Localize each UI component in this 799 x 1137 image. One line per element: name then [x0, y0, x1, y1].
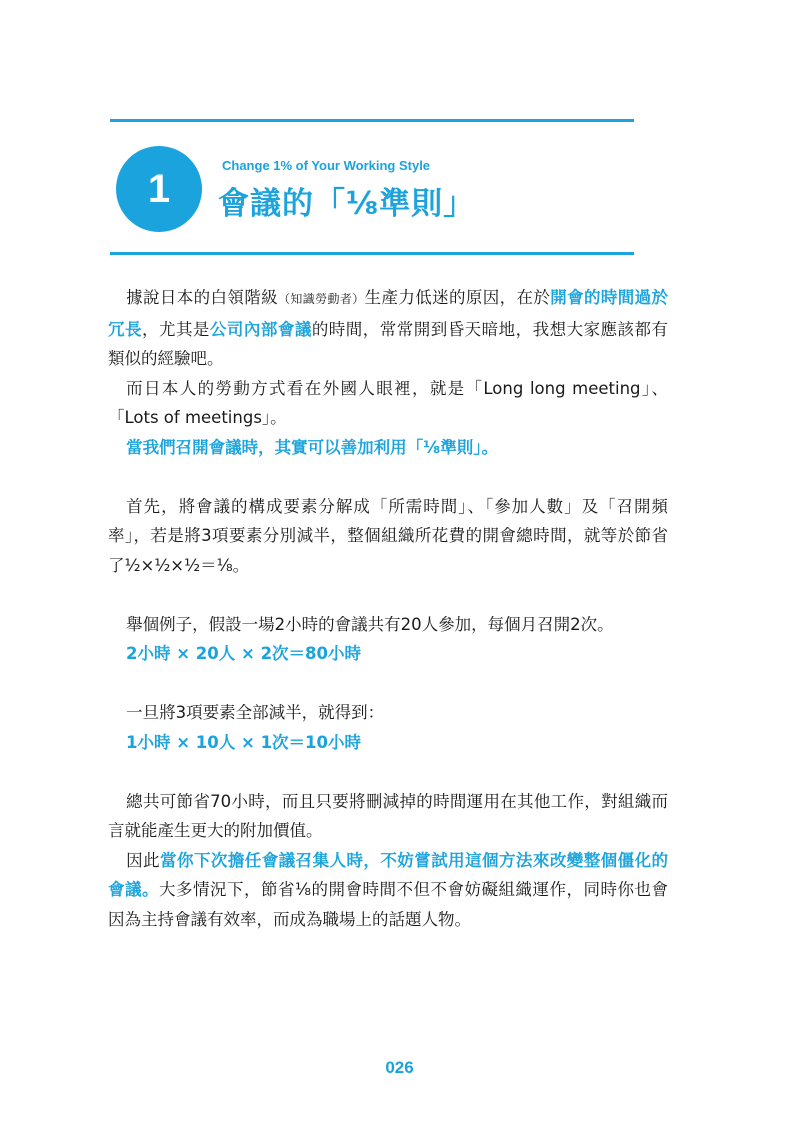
highlight-text: 當你下次擔任會議召集人時，不妨嘗試用這個方法來改變整個僵化的會議。 — [108, 850, 669, 899]
highlight-text: 公司內部會議 — [209, 319, 312, 339]
chapter-number-badge: 1 — [116, 146, 202, 232]
paragraph-4: 首先，將會議的構成要素分解成「所需時間」、「參加人數」及「召開頻率」，若是將3項要素分別減半，整個組織所花費的開會總時間，就等於節省了½×½×½＝⅛。 — [108, 496, 668, 575]
chapter-subtitle: Change 1% of Your Working Style — [222, 158, 431, 173]
text: 因此 — [126, 850, 161, 870]
chapter-title: 會議的「⅛準則」 — [218, 186, 476, 222]
text: 大多情況下，節省⅛的開會時間不但不會妨礙組織運作，同時你也會因為主持會議有效率，而成為職場上的話題人物。 — [108, 880, 668, 929]
paragraph-6: 一旦將3項要素全部減半，就得到： — [126, 703, 385, 722]
paragraph-3-highlight: 當我們召開會議時，其實可以善加利用「⅛準則」。 — [126, 437, 498, 457]
paragraph-8 — [108, 846, 668, 935]
annotation-text: （知識勞動者） — [278, 292, 365, 306]
header-bottom-rule — [110, 252, 634, 255]
paragraph-2: 而日本人的勞動方式看在外國人眼裡，就是「Long long meeting」、「Lots of meetings」。 — [108, 378, 668, 427]
paragraph-7: 總共可節省70小時，而且只要將刪減掉的時間運用在其他工作，對組織而言就能產生更大的附加價值。 — [108, 791, 668, 840]
text: 據說日本的白領階級 — [126, 288, 279, 307]
text: 生產力低迷的原因，在於 — [364, 288, 551, 307]
text: 的時間，常常開到昏天暗地，我想大家應該都有類似的經驗吧。 — [108, 319, 668, 368]
article-body — [108, 283, 668, 934]
highlight-text: 開會的時間過於冗長 — [108, 288, 669, 339]
header-top-rule — [110, 119, 634, 122]
calculation-2: 1小時 × 10人 × 1次＝10小時 — [126, 732, 362, 752]
page-number: 026 — [385, 1058, 414, 1077]
text: ，尤其是 — [141, 319, 210, 339]
paragraph-5: 舉個例子，假設一場2小時的會議共有20人參加，每個月召開2次。 — [126, 614, 614, 634]
calculation-1: 2小時 × 20人 × 2次＝80小時 — [126, 644, 362, 663]
paragraph-1 — [108, 283, 668, 374]
